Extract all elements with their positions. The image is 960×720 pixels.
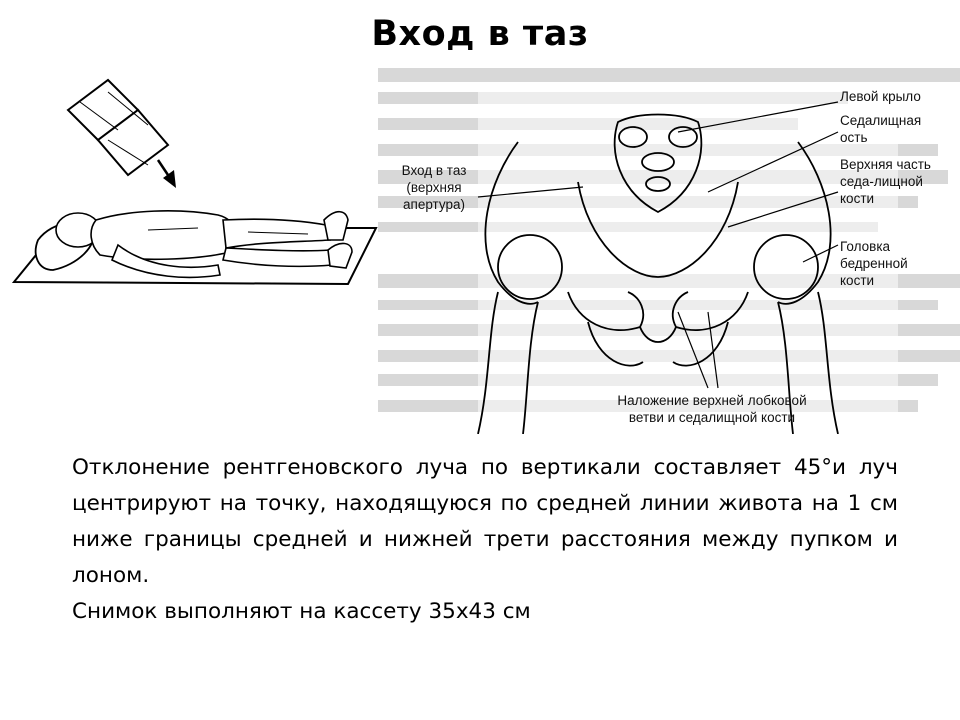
description	[72, 450, 898, 630]
patient-drawing	[8, 70, 380, 300]
patient-body-icon	[56, 211, 352, 278]
label-left-wing: Левой крыло	[840, 89, 921, 104]
patient-position-illustration	[8, 70, 380, 300]
label-overlap: Наложение верхней лобковой ветви и седалищной кости	[617, 393, 807, 425]
beam-arrow-icon	[158, 160, 176, 188]
label-upper-ischium: Верхняя часть седа-лищной кости	[840, 157, 931, 206]
label-femoral-head: Головка бедренной кости	[840, 239, 908, 288]
xray-tube-icon	[68, 80, 168, 175]
description-paragraph-1: Отклонение рентгеновского луча по вертикали составляет 45°и луч центрируют на точку, находящуюся по средней линии живота на 1 см ниже границы средней и нижней трети расстояния между пупком и лоном.	[72, 455, 898, 588]
label-ischial-spine: Седалищная ость	[840, 113, 922, 145]
page-title: Вход в таз	[371, 14, 589, 54]
description-paragraph-2: Снимок выполняют на кассету 35х43 см	[72, 599, 531, 624]
label-pelvic-inlet: Вход в таз (верхняя апертура)	[401, 163, 467, 212]
pelvis-diagram	[378, 62, 960, 434]
